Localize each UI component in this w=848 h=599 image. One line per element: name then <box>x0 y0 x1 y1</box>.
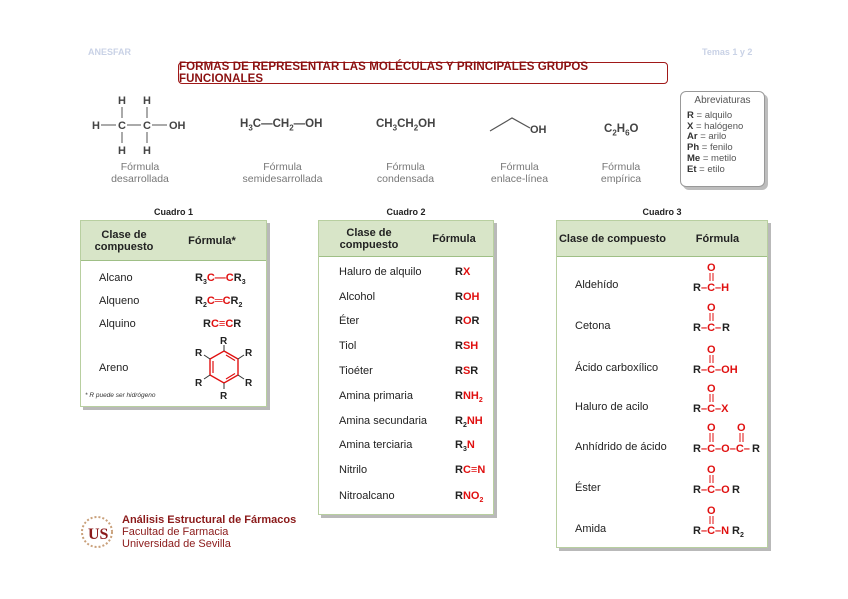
condensed-formula: $CH_3CH_2OH$ <box>376 118 436 133</box>
formula-cell: ROH <box>455 291 480 303</box>
svg-text:R: R <box>752 443 760 455</box>
svg-text:R: R <box>693 484 701 496</box>
table-row: Amina terciaria <box>339 439 413 451</box>
formula-cell: RX <box>455 266 471 278</box>
table-row: Ácido carboxílico <box>575 362 659 374</box>
formula-alqueno: $R_2C═CR_2$ <box>195 295 243 310</box>
r-label: R <box>245 348 253 359</box>
page-title: FORMAS DE REPRESENTAR LAS MOLÉCULAS Y PRINCIPALES GRUPOS FUNCIONALES <box>178 62 668 84</box>
caption-semidesarrollada: Fórmula semidesarrollada <box>242 161 323 185</box>
atom-h: H <box>143 95 151 107</box>
header-right-note: Temas 1 y 2 <box>702 47 753 57</box>
atom-h: H <box>118 145 126 157</box>
abbreviations-heading: Abreviaturas <box>694 95 751 106</box>
formula-cell: RC≡N <box>455 464 486 476</box>
logo-line1: Análisis Estructural de Fármacos <box>122 514 297 526</box>
svg-text:R: R <box>732 525 740 537</box>
formula-cell: RSH <box>455 340 479 352</box>
svg-text:–C–O: –C–O <box>701 484 730 496</box>
col-class: Clase de compuesto <box>94 228 154 253</box>
atom-h: H <box>92 120 100 132</box>
svg-text:R: R <box>693 282 701 294</box>
svg-text:–C–H: –C–H <box>701 282 730 294</box>
atom-c: C <box>143 120 151 132</box>
formula-cell: $R_3N$ <box>455 439 475 454</box>
formula-alquino: RC≡CR <box>203 318 242 330</box>
col-class: Clase de compuesto <box>558 232 666 245</box>
caption-desarrollada: Fórmula desarrollada <box>111 161 169 185</box>
formula-cell: $R_2NH$ <box>455 415 483 430</box>
svg-text:2: 2 <box>740 532 744 539</box>
table-row: Aldehído <box>575 279 619 291</box>
table-row: Éster <box>575 482 601 494</box>
svg-text:O: O <box>707 505 716 517</box>
cuadro2-title: Cuadro 2 <box>386 207 426 217</box>
table-row: Tioéter <box>339 365 373 377</box>
svg-text:R: R <box>693 443 701 455</box>
col-formula: Fórmula <box>695 232 740 245</box>
svg-text:O: O <box>707 262 716 274</box>
cuadro1-table <box>80 220 267 407</box>
formula-aldehido <box>691 261 751 295</box>
svg-text:O: O <box>707 344 716 356</box>
svg-text:–C–O–C–: –C–O–C– <box>701 443 750 455</box>
formula-acido-carboxilico <box>691 343 761 377</box>
cuadro1-title: Cuadro 1 <box>153 207 193 217</box>
r-label: R <box>195 378 203 389</box>
table-row: Amina secundaria <box>339 415 428 427</box>
table-row: Nitroalcano <box>339 490 395 502</box>
formula-ester <box>691 463 751 497</box>
caption-enlace-linea: Fórmula enlace-línea <box>490 161 549 185</box>
logo-line2: Facultad de Farmacia <box>122 526 229 538</box>
abbr-item: Et = etilo <box>687 163 725 175</box>
svg-text:–C–X: –C–X <box>701 403 729 415</box>
caption-condensada: Fórmula condensada <box>376 161 435 185</box>
formula-cell: ROR <box>455 315 480 327</box>
table-row: Haluro de acilo <box>575 401 649 413</box>
cuadro2-table <box>318 220 494 515</box>
abbreviations-box <box>680 91 765 187</box>
cuadro1-footnote: * R puede ser hidrógeno <box>85 392 156 399</box>
svg-text:O: O <box>707 464 716 476</box>
cuadro2-header <box>319 221 493 257</box>
r-label: R <box>220 391 228 401</box>
cuadro3-header <box>557 221 767 257</box>
table-row: Alcano <box>99 272 133 284</box>
abbr-item: R = alquilo <box>687 109 733 121</box>
col-formula: Fórmula <box>432 232 476 245</box>
col-formula: Fórmula* <box>188 234 236 247</box>
r-label: R <box>195 348 203 359</box>
table-row: Tiol <box>339 340 357 352</box>
cuadro1-header <box>81 221 266 261</box>
abbr-item: X = halógeno <box>687 120 744 132</box>
svg-text:R: R <box>693 364 701 376</box>
header-left-note: ANESFAR <box>88 47 132 57</box>
cuadro3-title: Cuadro 3 <box>642 207 682 217</box>
logo-line3: Universidad de Sevilla <box>122 538 231 550</box>
table-row: Haluro de alquilo <box>339 266 422 278</box>
table-row: Alcohol <box>339 291 376 303</box>
formula-cell: $RNO_2$ <box>455 490 484 505</box>
atom-h: H <box>143 145 151 157</box>
table-row: Areno <box>99 362 129 374</box>
caption-empirica: Fórmula empírica <box>600 161 642 185</box>
svg-text:R: R <box>693 322 701 334</box>
table-row: Nitrilo <box>339 464 368 476</box>
formula-cell: RSR <box>455 365 479 377</box>
abbr-item: Ph = fenilo <box>687 142 733 154</box>
table-row: Amida <box>575 523 607 535</box>
svg-text:O: O <box>737 422 746 434</box>
svg-text:O: O <box>707 302 716 314</box>
formula-alcano: $R_3C—CR_3$ <box>195 272 246 287</box>
table-row: Alqueno <box>99 295 140 307</box>
svg-text:R: R <box>732 484 740 496</box>
abbr-item: Ar = arilo <box>687 131 727 143</box>
empirical-formula: $C_2H_6O$ <box>604 123 639 138</box>
svg-text:–C–N: –C–N <box>701 525 730 537</box>
svg-text:O: O <box>707 383 716 395</box>
formula-cetona <box>691 301 751 335</box>
formula-anhidrido <box>691 421 767 457</box>
formula-cell: $RNH_2$ <box>455 390 483 405</box>
svg-text:R: R <box>693 525 701 537</box>
svg-text:–C–OH: –C–OH <box>701 364 738 376</box>
university-seal-icon <box>80 515 114 549</box>
svg-text:R: R <box>693 403 701 415</box>
table-row: Anhídrido de ácido <box>575 441 667 453</box>
benzene-ring <box>189 337 259 401</box>
atom-oh: OH <box>169 120 186 132</box>
formula-haluro-acilo <box>691 382 751 416</box>
skeletal-formula <box>488 112 550 136</box>
atom-c: C <box>118 120 126 132</box>
table-row: Alquino <box>99 318 136 330</box>
r-label: R <box>220 337 228 347</box>
svg-text:–C–: –C– <box>701 322 722 334</box>
atom-oh: OH <box>530 124 547 136</box>
abbr-item: Me = metilo <box>687 152 737 164</box>
svg-text:US: US <box>88 526 109 543</box>
formula-amida <box>691 504 761 540</box>
table-row: Éter <box>339 315 360 327</box>
developed-formula <box>88 92 198 158</box>
table-row: Amina primaria <box>339 390 413 402</box>
svg-text:O: O <box>707 422 716 434</box>
cuadro3-table <box>556 220 768 548</box>
atom-h: H <box>118 95 126 107</box>
col-class: Clase de compuesto <box>339 226 399 251</box>
r-label: R <box>245 378 253 389</box>
svg-text:R: R <box>722 322 730 334</box>
table-row: Cetona <box>575 320 611 332</box>
semidevelopped-formula: $H_3C—CH_2—OH$ <box>240 118 323 133</box>
